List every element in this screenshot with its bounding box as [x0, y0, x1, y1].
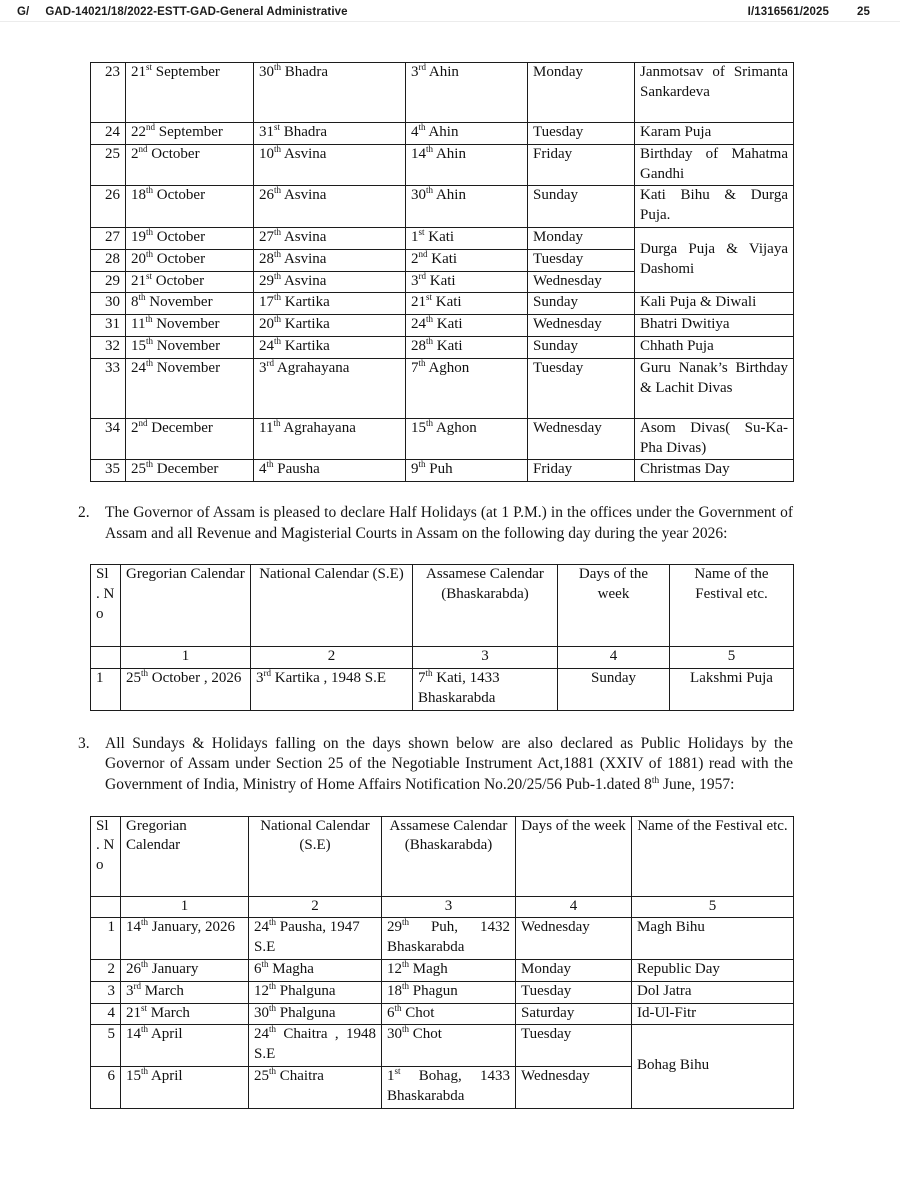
- table-cell: 3rd Ahin: [406, 63, 528, 123]
- table-cell: Karam Puja: [635, 123, 794, 145]
- table-cell: 15th Aghon: [406, 418, 528, 460]
- table-cell: 29th Puh, 1432 Bhaskarabda: [382, 918, 516, 960]
- table-cell: Monday: [528, 63, 635, 123]
- table-cell: 26: [91, 186, 126, 228]
- table-cell: 7th Aghon: [406, 358, 528, 418]
- table-cell: Sunday: [528, 293, 635, 315]
- table-cell: 3rd Agrahayana: [254, 358, 406, 418]
- ni-act-holidays-table: [90, 816, 794, 1109]
- table-cell: 8th November: [126, 293, 254, 315]
- table-cell: 27th Asvina: [254, 227, 406, 249]
- table-cell: Kati Bihu & Durga Puja.: [635, 186, 794, 228]
- table-cell: Sunday: [528, 186, 635, 228]
- table-cell: Republic Day: [632, 959, 794, 981]
- table-cell: 30th Phalguna: [249, 1003, 382, 1025]
- table-cell: 24th November: [126, 358, 254, 418]
- table-cell: Days of the week: [516, 816, 632, 896]
- table-row: [91, 358, 794, 418]
- table-cell: Wednesday: [516, 1066, 632, 1108]
- table-cell: 25: [91, 144, 126, 186]
- table-cell: Birthday of Mahatma Gandhi: [635, 144, 794, 186]
- table-cell: Friday: [528, 460, 635, 482]
- table-cell: 15th April: [121, 1066, 249, 1108]
- table-cell: 19th October: [126, 227, 254, 249]
- table-row: [91, 186, 794, 228]
- page-header: [0, 0, 900, 22]
- table-row: [91, 293, 794, 315]
- table-cell: 28: [91, 249, 126, 271]
- paragraph-text: The Governor of Assam is pleased to declare Half Holidays (at 1 P.M.) in the offices under the Government of Assam and all Revenue and Magisterial Courts in Assam on the following day during the year 2026:: [105, 504, 793, 542]
- table-cell: 32: [91, 336, 126, 358]
- table-cell: 24: [91, 123, 126, 145]
- table-cell: 33: [91, 358, 126, 418]
- table-cell: 24th Chaitra , 1948 S.E: [249, 1025, 382, 1067]
- table-cell: 29: [91, 271, 126, 293]
- table-cell: 27: [91, 227, 126, 249]
- table-row: [91, 647, 794, 669]
- table-cell: Tuesday: [528, 123, 635, 145]
- table-row: [91, 418, 794, 460]
- header-page-number: 25: [857, 6, 870, 18]
- table-cell: 1: [91, 669, 121, 711]
- table-cell: 31st Bhadra: [254, 123, 406, 145]
- table-cell: 4: [558, 647, 670, 669]
- table-cell: 30: [91, 293, 126, 315]
- table-cell: Dol Jatra: [632, 981, 794, 1003]
- table-row: [91, 1003, 794, 1025]
- table-cell: 31: [91, 315, 126, 337]
- table-cell: 2: [249, 896, 382, 918]
- document-content: [0, 62, 900, 1109]
- table-cell: Assamese Calendar (Bhaskarabda): [413, 565, 558, 647]
- table-cell: Durga Puja & Vijaya Dashomi: [635, 227, 794, 292]
- table-cell: 11th Agrahayana: [254, 418, 406, 460]
- table-row: [91, 565, 794, 647]
- table-row: [91, 896, 794, 918]
- table-cell: 3: [382, 896, 516, 918]
- table-cell: 6th Chot: [382, 1003, 516, 1025]
- table-cell: Sl . N o: [91, 565, 121, 647]
- table-cell: Wednesday: [528, 315, 635, 337]
- table-cell: 3rd March: [121, 981, 249, 1003]
- table-cell: 4: [91, 1003, 121, 1025]
- table-cell: 28th Asvina: [254, 249, 406, 271]
- table-cell: 7th Kati, 1433 Bhaskarabda: [413, 669, 558, 711]
- table-cell: 34: [91, 418, 126, 460]
- table-cell: 3rd Kartika , 1948 S.E: [251, 669, 413, 711]
- table-cell: Tuesday: [516, 981, 632, 1003]
- table-cell: 2nd December: [126, 418, 254, 460]
- paragraph-text: All Sundays & Holidays falling on the days shown below are also declared as Public Holidays by the Governor of Assam under Section 25 of the Negotiable Instrument Act,1881 (XXIV of 1881) read with the Government of India, Ministry of Home Affairs Notification No.20/25/56 Pub-1.dated 8th June, 1957:: [105, 734, 793, 793]
- table-cell: 2: [91, 959, 121, 981]
- table-cell: Chhath Puja: [635, 336, 794, 358]
- table-row: [91, 816, 794, 896]
- table-cell: Name of the Festival etc.: [632, 816, 794, 896]
- header-ref-partial: G/: [17, 6, 30, 18]
- table-cell: Assamese Calendar (Bhaskarabda): [382, 816, 516, 896]
- paragraph-ni-act: [78, 734, 793, 796]
- table-row: [91, 227, 794, 249]
- table-cell: Name of the Festival etc.: [670, 565, 794, 647]
- table-cell: 5: [670, 647, 794, 669]
- table-cell: Kali Puja & Diwali: [635, 293, 794, 315]
- table-cell: 4th Pausha: [254, 460, 406, 482]
- table-cell: 2nd October: [126, 144, 254, 186]
- table-cell: Sl . N o: [91, 816, 121, 896]
- table-cell: 18th October: [126, 186, 254, 228]
- table-cell: Tuesday: [528, 249, 635, 271]
- table-cell: 4th Ahin: [406, 123, 528, 145]
- table-cell: Bhatri Dwitiya: [635, 315, 794, 337]
- table-cell: 18th Phagun: [382, 981, 516, 1003]
- table-row: [91, 981, 794, 1003]
- table-cell: 29th Asvina: [254, 271, 406, 293]
- table-cell: Asom Divas( Su-Ka-Pha Divas): [635, 418, 794, 460]
- table-cell: Days of the week: [558, 565, 670, 647]
- table-cell: 24th Pausha, 1947 S.E: [249, 918, 382, 960]
- table-cell: 2nd Kati: [406, 249, 528, 271]
- table-row: [91, 144, 794, 186]
- table-cell: Friday: [528, 144, 635, 186]
- table-cell: 1: [121, 896, 249, 918]
- table-cell: Gregorian Calendar: [121, 816, 249, 896]
- table-row: [91, 63, 794, 123]
- table-cell: 1: [121, 647, 251, 669]
- table-cell: 23: [91, 63, 126, 123]
- table-cell: Tuesday: [528, 358, 635, 418]
- table-cell: 5: [91, 1025, 121, 1067]
- table-cell: Bohag Bihu: [632, 1025, 794, 1108]
- table-cell: 26th January: [121, 959, 249, 981]
- table-row: [91, 1025, 794, 1067]
- half-holidays-table: [90, 564, 794, 710]
- table-cell: 14th Ahin: [406, 144, 528, 186]
- table-cell: 3: [91, 981, 121, 1003]
- table-row: [91, 959, 794, 981]
- table-cell: 25th Chaitra: [249, 1066, 382, 1108]
- table-cell: 25th December: [126, 460, 254, 482]
- table-cell: 25th October , 2026: [121, 669, 251, 711]
- table-cell: 1: [91, 918, 121, 960]
- paragraph-half-holidays: [78, 503, 793, 544]
- header-left: [17, 6, 348, 18]
- table-cell: 11th November: [126, 315, 254, 337]
- table-cell: National Calendar (S.E): [251, 565, 413, 647]
- table-cell: 21st October: [126, 271, 254, 293]
- table-cell: 12th Magh: [382, 959, 516, 981]
- table-cell: 24th Kati: [406, 315, 528, 337]
- table-row: [91, 123, 794, 145]
- table-cell: Monday: [516, 959, 632, 981]
- table-cell: 26th Asvina: [254, 186, 406, 228]
- table-cell: 3: [413, 647, 558, 669]
- table-cell: 24th Kartika: [254, 336, 406, 358]
- table-cell: 3rd Kati: [406, 271, 528, 293]
- table-cell: Sunday: [558, 669, 670, 711]
- table-cell: [91, 647, 121, 669]
- table-cell: 12th Phalguna: [249, 981, 382, 1003]
- table-cell: Monday: [528, 227, 635, 249]
- table-row: [91, 460, 794, 482]
- table-cell: 14th April: [121, 1025, 249, 1067]
- table-cell: 21st March: [121, 1003, 249, 1025]
- header-file-no: I/1316561/2025: [747, 6, 829, 18]
- table-cell: [91, 896, 121, 918]
- table-cell: 22nd September: [126, 123, 254, 145]
- table-cell: 17th Kartika: [254, 293, 406, 315]
- table-cell: 20th Kartika: [254, 315, 406, 337]
- table-cell: 15th November: [126, 336, 254, 358]
- table-cell: Wednesday: [516, 918, 632, 960]
- table-row: [91, 315, 794, 337]
- table-cell: National Calendar (S.E): [249, 816, 382, 896]
- table-cell: 21st September: [126, 63, 254, 123]
- table-cell: 28th Kati: [406, 336, 528, 358]
- table-cell: 1st Kati: [406, 227, 528, 249]
- table-cell: 35: [91, 460, 126, 482]
- table-cell: Guru Nanak’s Birthday & Lachit Divas: [635, 358, 794, 418]
- table-cell: Christmas Day: [635, 460, 794, 482]
- table-row: [91, 918, 794, 960]
- table-row: [91, 669, 794, 711]
- table-cell: Wednesday: [528, 418, 635, 460]
- table-cell: 14th January, 2026: [121, 918, 249, 960]
- holidays-continuation-table: [90, 62, 794, 482]
- table-cell: Saturday: [516, 1003, 632, 1025]
- table-cell: 4: [516, 896, 632, 918]
- table-cell: 10th Asvina: [254, 144, 406, 186]
- table-cell: Tuesday: [516, 1025, 632, 1067]
- table-cell: Magh Bihu: [632, 918, 794, 960]
- table-row: [91, 336, 794, 358]
- header-right: [748, 6, 870, 18]
- table-cell: 30th Chot: [382, 1025, 516, 1067]
- table-cell: Id-Ul-Fitr: [632, 1003, 794, 1025]
- table-cell: 5: [632, 896, 794, 918]
- table-cell: 30th Bhadra: [254, 63, 406, 123]
- table-cell: Sunday: [528, 336, 635, 358]
- table-cell: Lakshmi Puja: [670, 669, 794, 711]
- header-doc-ref: GAD-14021/18/2022-ESTT-GAD-General Administrative: [45, 6, 348, 18]
- table-cell: 9th Puh: [406, 460, 528, 482]
- table-cell: Janmotsav of Srimanta Sankardeva: [635, 63, 794, 123]
- table-cell: 30th Ahin: [406, 186, 528, 228]
- table-cell: 20th October: [126, 249, 254, 271]
- table-cell: 6: [91, 1066, 121, 1108]
- paragraph-number: 2.: [78, 504, 90, 522]
- table-cell: 2: [251, 647, 413, 669]
- table-cell: 21st Kati: [406, 293, 528, 315]
- table-cell: 1st Bohag, 1433 Bhaskarabda: [382, 1066, 516, 1108]
- paragraph-number: 3.: [78, 734, 90, 752]
- table-cell: Gregorian Calendar: [121, 565, 251, 647]
- table-cell: 6th Magha: [249, 959, 382, 981]
- table-cell: Wednesday: [528, 271, 635, 293]
